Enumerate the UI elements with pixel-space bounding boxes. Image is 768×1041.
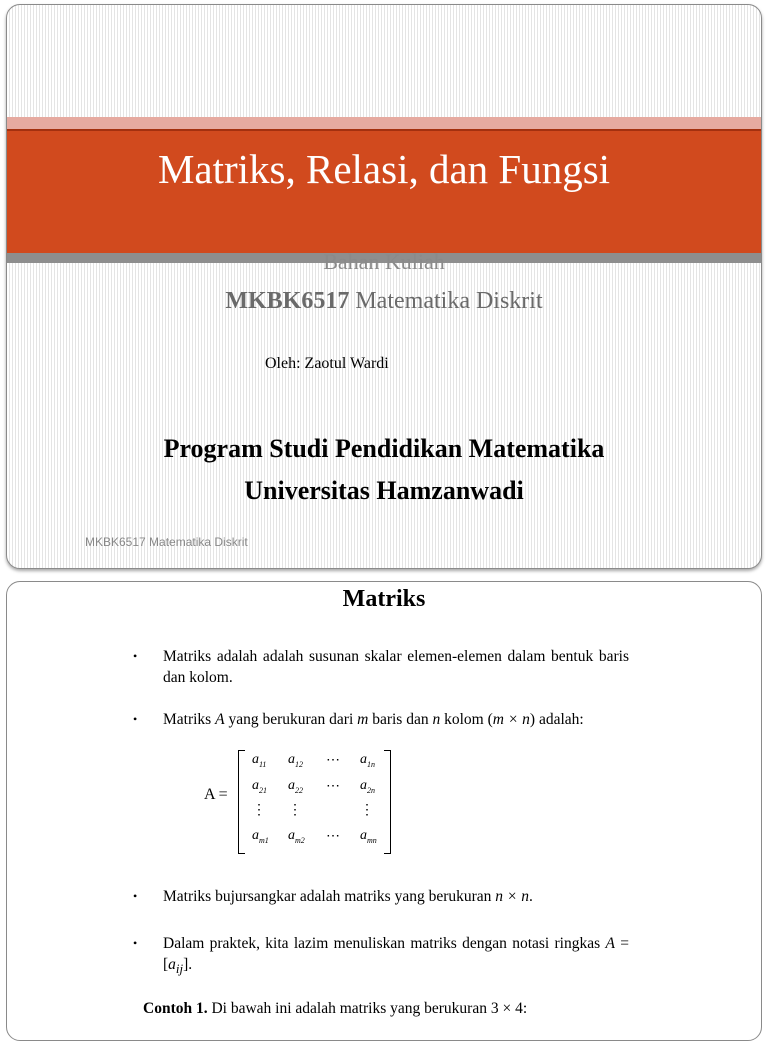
university-name: Universitas Hamzanwadi <box>244 476 524 505</box>
bullet-dot: • <box>133 936 138 950</box>
bullet-text: Matriks A yang berukuran dari m baris dan n kolom (m × n) adalah: <box>163 711 584 728</box>
matrix-cell: $a_{22}$ <box>288 778 303 795</box>
course-line <box>7 288 761 315</box>
course-name: Matematika Diskrit <box>355 288 543 314</box>
course-code: MKBK6517 <box>225 288 350 314</box>
matrix-bracket-left <box>238 750 245 854</box>
list-item <box>133 646 629 688</box>
matrix-cell: $a_{21}$ <box>252 778 267 795</box>
matrix-cell: ⋮ <box>360 803 374 818</box>
matrix-label: A = <box>204 786 228 803</box>
slide-title: Matriks, Relasi, dan Fungsi <box>157 146 611 192</box>
matrix-cell: $a_{2n}$ <box>360 778 375 795</box>
matrix-cell: $a_{m2}$ <box>288 828 305 845</box>
example-text: Di bawah ini adalah matriks yang berukuran 3 × 4: <box>207 1000 528 1017</box>
slide-title: Matriks <box>342 586 426 612</box>
matrix-cell: ⋮ <box>288 803 302 818</box>
example-label: Contoh 1. <box>143 1000 208 1017</box>
matrix-cell: ⋯ <box>326 829 340 844</box>
list-item <box>133 933 629 979</box>
matrix-cell: ⋯ <box>326 753 340 768</box>
matrix-cell: $a_{12}$ <box>288 752 303 769</box>
matrix-cell: $a_{m1}$ <box>252 828 269 845</box>
matrix-cell: $a_{mn}$ <box>360 828 377 845</box>
bullet-dot: • <box>133 712 138 726</box>
list-item <box>133 709 629 730</box>
bullet-dot: • <box>133 889 138 903</box>
matriks-slide <box>6 581 762 1041</box>
matrix-cell: $a_{1n}$ <box>360 752 375 769</box>
bullet-text: Matriks adalah adalah susunan skalar elemen-elemen dalam bentuk baris dan kolom. <box>163 648 629 686</box>
example-line <box>143 1000 527 1018</box>
matrix-cell: ⋯ <box>326 779 340 794</box>
bullet-dot: • <box>133 649 138 663</box>
matrix-a <box>204 748 404 858</box>
bullet-text: Dalam praktek, kita lazim menuliskan matriks dengan notasi ringkas $A = [a_{ij}]$. <box>163 935 629 977</box>
slide-footer: MKBK6517 Matematika Diskrit <box>85 535 248 549</box>
institution <box>7 428 761 512</box>
subtitle-bahan-kuliah: Bahan Kuliah <box>323 249 445 274</box>
matrix-cell: $a_{11}$ <box>252 752 267 769</box>
list-item <box>133 886 629 907</box>
matrix-cell: ⋮ <box>252 803 266 818</box>
author: Oleh: Zaotul Wardi <box>265 355 389 372</box>
matrix-bracket-right <box>384 750 391 854</box>
title-band-top-stripe <box>7 117 761 129</box>
program-name: Program Studi Pendidikan Matematika <box>163 434 605 463</box>
title-slide <box>6 4 762 569</box>
bullet-text: Matriks bujursangkar adalah matriks yang berukuran n × n. <box>163 888 533 905</box>
